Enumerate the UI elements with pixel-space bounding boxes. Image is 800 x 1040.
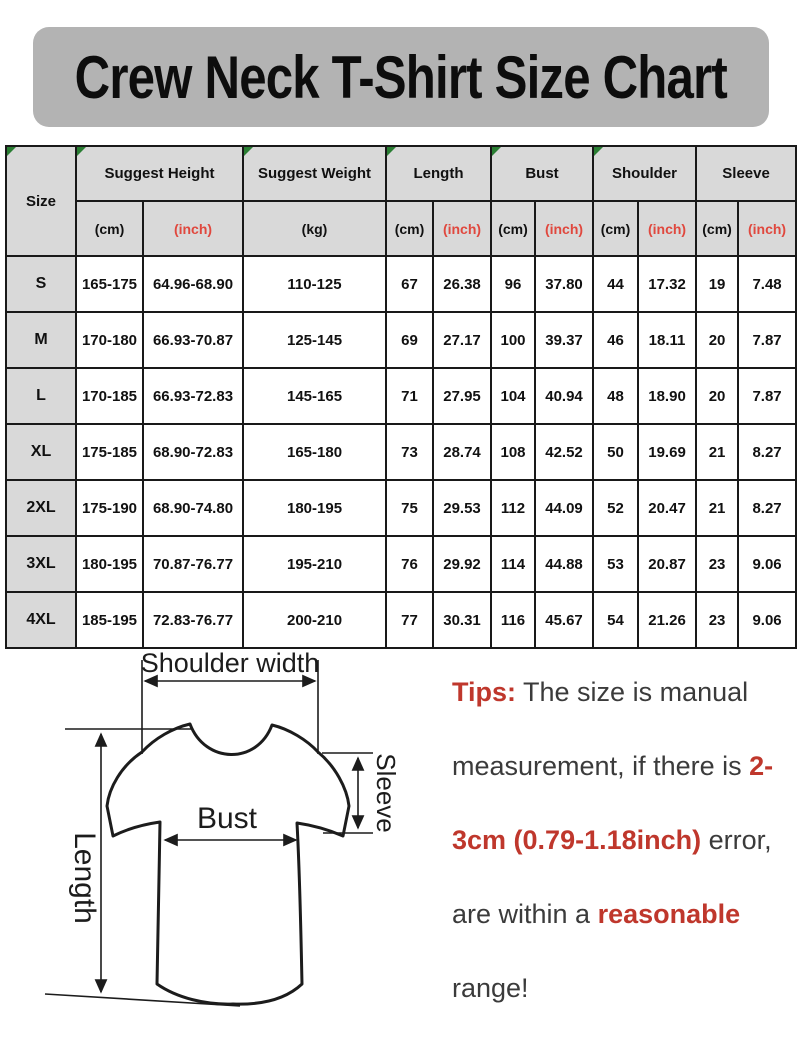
- title-banner: [33, 27, 769, 127]
- corner-marker-icon: [77, 147, 86, 156]
- tshirt-measurement-diagram: [5, 648, 445, 1038]
- table-row: [6, 256, 796, 312]
- tip-line: [452, 951, 787, 1025]
- value-cell: 8.27: [738, 480, 796, 536]
- value-cell: 66.93-72.83: [143, 368, 243, 424]
- unit-header: (inch): [738, 201, 796, 256]
- unit-header: (cm): [696, 201, 738, 256]
- value-cell: 39.37: [535, 312, 593, 368]
- unit-header: (inch): [638, 201, 696, 256]
- value-cell: 7.48: [738, 256, 796, 312]
- value-cell: 9.06: [738, 592, 796, 648]
- value-cell: 68.90-74.80: [143, 480, 243, 536]
- value-cell: 54: [593, 592, 638, 648]
- tip-text: measurement, if there is: [452, 750, 750, 781]
- value-cell: 165-180: [243, 424, 386, 480]
- value-cell: 26.38: [433, 256, 491, 312]
- value-cell: 46: [593, 312, 638, 368]
- value-cell: 104: [491, 368, 535, 424]
- bust-label: Bust: [196, 802, 258, 835]
- value-cell: 45.67: [535, 592, 593, 648]
- value-cell: 44: [593, 256, 638, 312]
- value-cell: 165-175: [76, 256, 143, 312]
- tip-highlight: 2-: [749, 750, 774, 781]
- corner-marker-icon: [492, 147, 501, 156]
- tshirt-outline: [107, 724, 349, 1004]
- value-cell: 180-195: [243, 480, 386, 536]
- column-header: Shoulder: [593, 146, 696, 201]
- value-cell: 96: [491, 256, 535, 312]
- table-row: [6, 592, 796, 648]
- tip-text: error,: [701, 824, 772, 855]
- corner-marker-icon: [387, 147, 396, 156]
- value-cell: 185-195: [76, 592, 143, 648]
- length-label: Length: [68, 832, 101, 924]
- value-cell: 28.74: [433, 424, 491, 480]
- column-header: Suggest Height: [76, 146, 243, 201]
- value-cell: 18.11: [638, 312, 696, 368]
- value-cell: 44.09: [535, 480, 593, 536]
- value-cell: 29.53: [433, 480, 491, 536]
- corner-marker-icon: [594, 147, 603, 156]
- unit-header: (cm): [76, 201, 143, 256]
- value-cell: 70.87-76.77: [143, 536, 243, 592]
- tip-highlight: 3cm (0.79-1.18inch): [452, 824, 702, 855]
- table-row: [6, 536, 796, 592]
- shoulder-width-label: Shoulder width: [140, 648, 320, 678]
- value-cell: 48: [593, 368, 638, 424]
- value-cell: 145-165: [243, 368, 386, 424]
- size-chart-table: [5, 145, 797, 649]
- tip-highlight: reasonable: [597, 898, 741, 929]
- value-cell: 7.87: [738, 368, 796, 424]
- corner-marker-icon: [244, 147, 253, 156]
- value-cell: 73: [386, 424, 433, 480]
- value-cell: 108: [491, 424, 535, 480]
- column-header: Sleeve: [696, 146, 796, 201]
- value-cell: 21: [696, 424, 738, 480]
- value-cell: 30.31: [433, 592, 491, 648]
- tip-highlight: Tips:: [452, 676, 517, 707]
- corner-marker-icon: [7, 147, 16, 156]
- value-cell: 40.94: [535, 368, 593, 424]
- value-cell: 175-185: [76, 424, 143, 480]
- tips-text: [452, 655, 787, 1025]
- value-cell: 68.90-72.83: [143, 424, 243, 480]
- page-title: Crew Neck T-Shirt Size Chart: [74, 43, 728, 111]
- unit-header: (inch): [143, 201, 243, 256]
- value-cell: 75: [386, 480, 433, 536]
- unit-header: (cm): [491, 201, 535, 256]
- value-cell: 21.26: [638, 592, 696, 648]
- column-header: Bust: [491, 146, 593, 201]
- value-cell: 180-195: [76, 536, 143, 592]
- tip-line: [452, 729, 787, 803]
- value-cell: 53: [593, 536, 638, 592]
- value-cell: 42.52: [535, 424, 593, 480]
- size-cell: 3XL: [6, 536, 76, 592]
- value-cell: 52: [593, 480, 638, 536]
- value-cell: 20: [696, 312, 738, 368]
- unit-header: (inch): [433, 201, 491, 256]
- value-cell: 67: [386, 256, 433, 312]
- value-cell: 76: [386, 536, 433, 592]
- value-cell: 29.92: [433, 536, 491, 592]
- value-cell: 37.80: [535, 256, 593, 312]
- value-cell: 116: [491, 592, 535, 648]
- table-row: [6, 368, 796, 424]
- column-header: Suggest Weight: [243, 146, 386, 201]
- value-cell: 44.88: [535, 536, 593, 592]
- value-cell: 114: [491, 536, 535, 592]
- value-cell: 7.87: [738, 312, 796, 368]
- value-cell: 23: [696, 536, 738, 592]
- size-cell: S: [6, 256, 76, 312]
- size-cell: XL: [6, 424, 76, 480]
- value-cell: 195-210: [243, 536, 386, 592]
- table-row: [6, 312, 796, 368]
- unit-header: (inch): [535, 201, 593, 256]
- value-cell: 66.93-70.87: [143, 312, 243, 368]
- sleeve-label: Sleeve: [371, 753, 401, 833]
- tip-text: The size is manual: [516, 676, 749, 707]
- value-cell: 64.96-68.90: [143, 256, 243, 312]
- value-cell: 20: [696, 368, 738, 424]
- value-cell: 175-190: [76, 480, 143, 536]
- table-row: [6, 480, 796, 536]
- value-cell: 110-125: [243, 256, 386, 312]
- value-cell: 170-180: [76, 312, 143, 368]
- value-cell: 71: [386, 368, 433, 424]
- value-cell: 18.90: [638, 368, 696, 424]
- size-cell: 2XL: [6, 480, 76, 536]
- size-cell: L: [6, 368, 76, 424]
- tip-text: are within a: [452, 898, 598, 929]
- value-cell: 19.69: [638, 424, 696, 480]
- value-cell: 100: [491, 312, 535, 368]
- tip-line: [452, 803, 787, 877]
- size-cell: 4XL: [6, 592, 76, 648]
- value-cell: 27.17: [433, 312, 491, 368]
- tip-line: [452, 655, 787, 729]
- value-cell: 50: [593, 424, 638, 480]
- value-cell: 8.27: [738, 424, 796, 480]
- value-cell: 200-210: [243, 592, 386, 648]
- value-cell: 17.32: [638, 256, 696, 312]
- length-ref-bottom: [45, 994, 240, 1006]
- value-cell: 19: [696, 256, 738, 312]
- value-cell: 170-185: [76, 368, 143, 424]
- value-cell: 112: [491, 480, 535, 536]
- value-cell: 9.06: [738, 536, 796, 592]
- value-cell: 125-145: [243, 312, 386, 368]
- column-header: Length: [386, 146, 491, 201]
- size-cell: M: [6, 312, 76, 368]
- unit-header: (kg): [243, 201, 386, 256]
- value-cell: 27.95: [433, 368, 491, 424]
- unit-header: (cm): [386, 201, 433, 256]
- size-column-header: Size: [6, 146, 76, 256]
- value-cell: 23: [696, 592, 738, 648]
- tip-text: range!: [452, 972, 529, 1003]
- value-cell: 20.47: [638, 480, 696, 536]
- table-row: [6, 424, 796, 480]
- value-cell: 20.87: [638, 536, 696, 592]
- tip-line: [452, 877, 787, 951]
- value-cell: 72.83-76.77: [143, 592, 243, 648]
- value-cell: 69: [386, 312, 433, 368]
- unit-header: (cm): [593, 201, 638, 256]
- value-cell: 21: [696, 480, 738, 536]
- value-cell: 77: [386, 592, 433, 648]
